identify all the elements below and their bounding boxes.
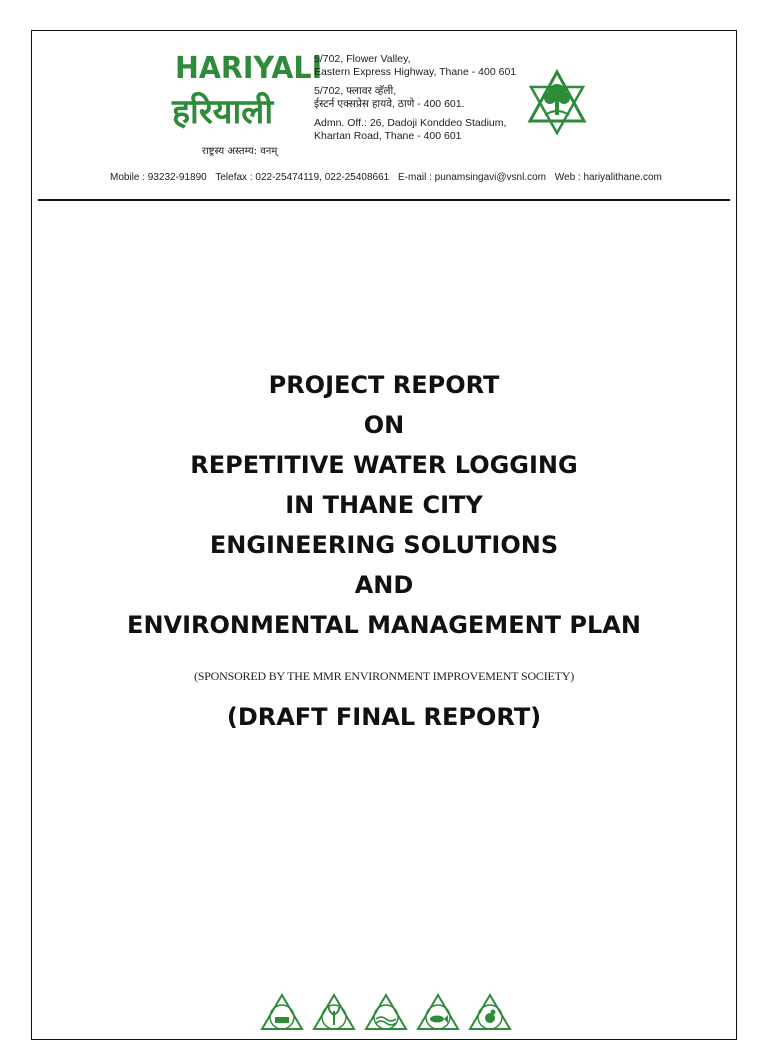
- document-page: [31, 30, 737, 1040]
- report-title: [32, 365, 736, 645]
- title-line: ENVIRONMENTAL MANAGEMENT PLAN: [127, 611, 641, 639]
- logo-tagline: राष्ट्रस्य अस्तम्य: वनम्: [202, 146, 278, 157]
- address-line: Admn. Off.: 26, Dadoji Konddeo Stadium,: [314, 117, 507, 129]
- contact-telefax: Telefax : 022-25474119, 022-25408661: [215, 172, 390, 183]
- address-line: 5/702, Flower Valley,: [314, 53, 411, 65]
- sponsor-note: (SPONSORED BY THE MMR ENVIRONMENT IMPROVEMENT SOCIETY): [193, 669, 575, 683]
- water-emblem-icon: [364, 993, 408, 1033]
- logo-english: HARIYALI: [175, 51, 323, 86]
- title-line: PROJECT REPORT: [268, 371, 500, 399]
- footer-emblems: [260, 993, 520, 1033]
- bird-emblem-icon: [468, 993, 512, 1033]
- address-line: 5/702, फ्लावर व्हॅली,: [314, 85, 397, 97]
- address-block: [314, 53, 516, 142]
- plant-emblem-icon: [312, 993, 356, 1033]
- address-line: ईस्टर्न एक्सप्रेस हायवे, ठाणे - 400 601.: [314, 97, 465, 110]
- tree-emblem-icon: [527, 69, 587, 139]
- letterhead: [32, 31, 736, 201]
- header-divider: [38, 199, 730, 201]
- contact-mobile: Mobile : 93232-91890: [110, 172, 207, 183]
- fish-emblem-icon: [416, 993, 460, 1033]
- contact-email[interactable]: E-mail : punamsingavi@vsnl.com: [398, 172, 546, 183]
- title-line: REPETITIVE WATER LOGGING: [190, 451, 578, 479]
- title-line: ON: [363, 411, 405, 439]
- logo-hindi: हरियाली: [172, 92, 274, 132]
- contact-web[interactable]: Web : hariyalithane.com: [554, 172, 662, 183]
- title-line: IN THANE CITY: [285, 491, 483, 519]
- address-line: Eastern Express Highway, Thane - 400 601: [314, 65, 517, 78]
- title-line: AND: [354, 571, 414, 599]
- contact-line: [110, 172, 668, 183]
- cow-emblem-icon: [260, 993, 304, 1033]
- title-line: ENGINEERING SOLUTIONS: [209, 531, 559, 559]
- address-line: Khartan Road, Thane - 400 601: [314, 129, 462, 142]
- draft-label: (DRAFT FINAL REPORT): [226, 703, 542, 731]
